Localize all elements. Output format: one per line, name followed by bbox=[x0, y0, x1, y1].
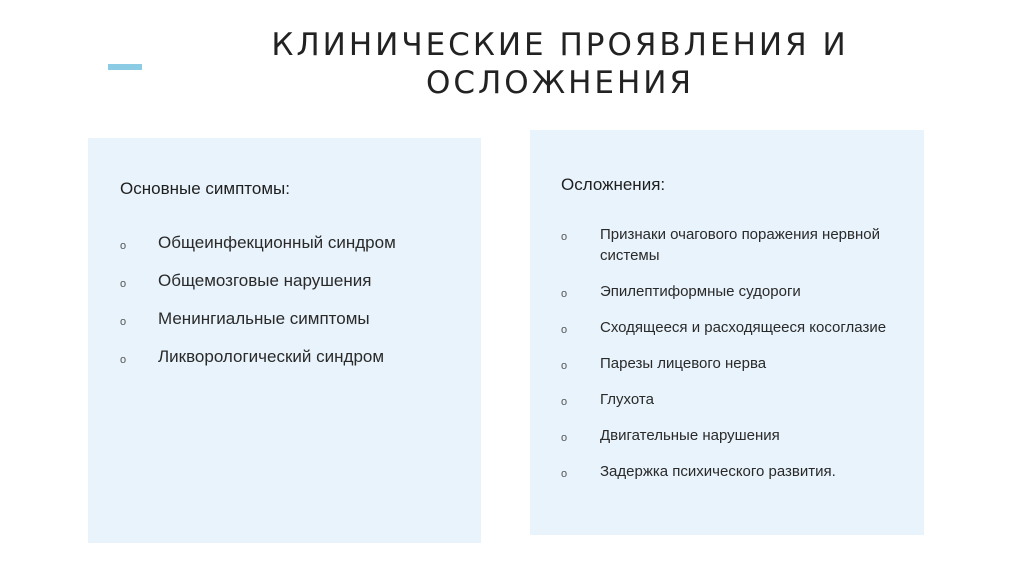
slide-title-line-1: КЛИНИЧЕСКИЕ ПРОЯВЛЕНИЯ И bbox=[271, 27, 849, 63]
list-item-label: Сходящееся и расходящееся косоглазие bbox=[600, 319, 887, 336]
list-item bbox=[561, 461, 924, 482]
complications-heading: Осложнения: bbox=[561, 175, 666, 194]
list-item-label: Общеинфекционный синдром bbox=[158, 233, 396, 252]
list-item-label: Признаки очагового поражения нервной системы bbox=[600, 226, 880, 264]
bullet-icon: o bbox=[561, 360, 568, 372]
list-item bbox=[120, 270, 481, 292]
bullet-icon: o bbox=[120, 240, 127, 252]
list-item-label: Глухота bbox=[600, 391, 654, 408]
symptoms-panel bbox=[88, 138, 481, 543]
bullet-icon: o bbox=[561, 288, 568, 300]
bullet-icon: o bbox=[120, 316, 127, 328]
list-item-label: Эпилептиформные судороги bbox=[600, 283, 801, 300]
bullet-icon: o bbox=[561, 396, 568, 408]
list-item-label: Менингиальные симптомы bbox=[158, 309, 370, 328]
list-item bbox=[561, 353, 924, 374]
list-item bbox=[561, 281, 924, 302]
complications-panel bbox=[530, 130, 924, 535]
list-item bbox=[120, 346, 481, 368]
list-item-label: Ликворологический синдром bbox=[158, 347, 385, 366]
complications-list bbox=[561, 224, 924, 482]
list-item bbox=[561, 317, 924, 338]
list-item bbox=[120, 232, 481, 254]
list-item bbox=[561, 425, 924, 446]
bullet-icon: o bbox=[561, 231, 568, 243]
bullet-icon: o bbox=[561, 468, 568, 480]
list-item bbox=[561, 389, 924, 410]
symptoms-heading: Основные симптомы: bbox=[120, 179, 290, 198]
bullet-icon: o bbox=[120, 354, 127, 366]
list-item-label: Двигательные нарушения bbox=[600, 427, 780, 444]
slide-title-line-2: ОСЛОЖНЕНИЯ bbox=[425, 65, 695, 101]
slide-title bbox=[210, 26, 910, 102]
list-item-label: Парезы лицевого нерва bbox=[600, 355, 767, 372]
list-item-label: Задержка психического развития. bbox=[600, 463, 836, 480]
list-item bbox=[561, 224, 924, 266]
accent-bar bbox=[108, 64, 142, 70]
bullet-icon: o bbox=[561, 324, 568, 336]
bullet-icon: o bbox=[561, 432, 568, 444]
list-item-label: Общемозговые нарушения bbox=[158, 271, 372, 290]
list-item bbox=[120, 308, 481, 330]
symptoms-list bbox=[120, 232, 481, 368]
bullet-icon: o bbox=[120, 278, 127, 290]
